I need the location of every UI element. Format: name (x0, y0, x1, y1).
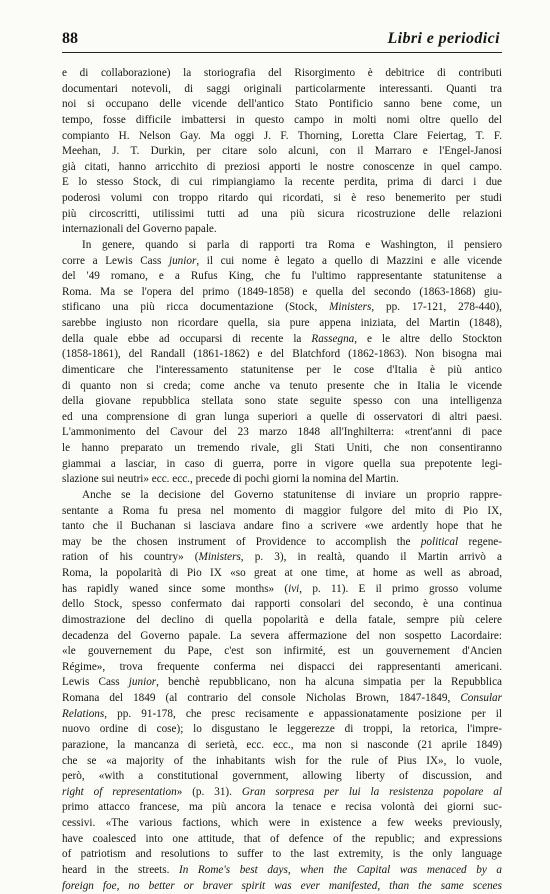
text-line (62, 660, 502, 676)
text-line (62, 879, 502, 894)
text-line (62, 269, 502, 285)
running-title: Libri e periodici (387, 30, 500, 48)
text-run: heard in the streets. (62, 864, 179, 876)
text-line (62, 675, 502, 691)
italic-run: junior (129, 676, 156, 688)
text-run: may be the chosen instrument of Providence to accomplish the (62, 536, 421, 548)
text-line (62, 191, 502, 207)
text-line (62, 394, 502, 410)
body-text (62, 66, 502, 894)
text-line (62, 519, 502, 535)
italic-run: Relations (62, 708, 104, 720)
text-line (62, 82, 502, 98)
text-run: (1858-1861), del Randall (1861-1862) e del Blatchford (1862-1863). Non bisogna mai (62, 348, 502, 360)
text-run: slazione sui neutri» ecc. ecc., precede di pochi giorni la nomina del Martin. (62, 473, 399, 485)
text-run: Anche se la decisione del Governo statunitense di inviare un proprio rappre- (82, 489, 502, 501)
text-run: che se «a majority of the inhabitants wish for the rule of Pius IX», lo vuole, (62, 755, 502, 767)
italic-run: Consular (460, 692, 502, 704)
text-line (62, 144, 502, 160)
text-line (62, 629, 502, 645)
text-line (62, 441, 502, 457)
text-line (62, 816, 502, 832)
italic-run: In Rome's best days, when the Capital was menaced by a (179, 864, 502, 876)
text-run: tanto che il Buchanan si lasciava andare fino a scrivere «we ardently hope that he (62, 520, 502, 532)
header-rule (62, 52, 502, 53)
text-run: di quanto non si creda; come anche va tenuto presente che in Italia le vicende (62, 380, 502, 392)
text-run: In genere, quando si parla di rapporti tra Roma e Washington, il pensiero (82, 239, 502, 251)
text-line (62, 160, 502, 176)
text-run: stificano una più ricca documentazione (Stock, (62, 301, 329, 313)
text-run: Romana del 1849 (al contrario del console Nicholas Brown, 1847-1849, (62, 692, 460, 704)
text-line (62, 785, 502, 801)
text-run: ed una comprensione di gran lunga superiori a quelle di osservatori di altri paesi. (62, 411, 502, 423)
italic-run: junior (169, 255, 196, 267)
text-line (62, 582, 502, 598)
text-run: , e le altre dello Stockton (354, 333, 502, 345)
text-run: compianto H. Nelson Gay. Ma oggi J. F. Thorning, Loretta Clare Feiertag, T. F. (62, 130, 502, 142)
text-run: Lewis Cass (62, 676, 129, 688)
text-run: corre a Lewis Cass (62, 255, 169, 267)
text-line (62, 597, 502, 613)
text-run: cessivi. «The various factions, which were in existence a few weeks previously, (62, 817, 502, 829)
text-run: sarebbe ingiusto non ricordare quella, sia pure appena iniziata, del Martin (1848), (62, 317, 502, 329)
italic-run: right of representation (62, 786, 177, 798)
text-run: e di collaborazione) la storiografia del Risorgimento è debitrice di contributi (62, 67, 502, 79)
text-line (62, 66, 502, 82)
text-run: Roma, la popolarità di Pio IX «so great at one time, at home as well as abroad, (62, 567, 502, 579)
text-run: decadenza del Governo papale. La severa affermazione del non sospetto Lacordaire: (62, 630, 502, 642)
italic-run: political (421, 536, 458, 548)
text-line (62, 472, 502, 488)
text-run: , p. 3), in realtà, quando il Martin arrivò a (241, 551, 502, 563)
text-run: has rapidly waned since some months» ( (62, 583, 288, 595)
text-line (62, 285, 502, 301)
text-line (62, 238, 502, 254)
text-run: , benchè repubblicano, non ha alcuna simpatia per la Repubblica (156, 676, 502, 688)
text-line (62, 691, 502, 707)
italic-run: foreign foe, no better or braver spirit was ever manifested, than the same scenes (62, 880, 502, 892)
text-run: ration of his country» ( (62, 551, 199, 563)
text-run: poderosi volumi con troppo ritardo qui ricordati, si è reso benemerito per studi (62, 192, 502, 204)
text-run: però, «with a constitutional government, allowing liberty of discussion, and (62, 770, 502, 782)
text-run: parazione, la mancanza di serietà, ecc. ecc., ma non si nasconde (21 aprile 1849) (62, 739, 502, 751)
text-run: L'ammonimento del Cavour del 23 marzo 1848 all'Inghilterra: «trent'anni di pace (62, 426, 502, 438)
text-line (62, 769, 502, 785)
text-run: le hanno preparato un tremendo rivale, gli Stati Uniti, che non consentiranno (62, 442, 502, 454)
text-run: , il cui nome è legato a quello di Mazzini e alle vicende (196, 255, 502, 267)
text-run: tempo, fosse difficile imbattersi in questo campo in molti nomi oltre quello del (62, 114, 502, 126)
text-run: più circoscritti, utilissimi tutti ad una più sicura ricostruzione delle relazioni (62, 208, 502, 220)
text-line (62, 644, 502, 660)
text-run: giammai a lasciar, in caso di guerra, porre in vigore quella sua prepotente legi- (62, 458, 502, 470)
text-run: della giovane repubblica stellata sono state seguite spesso con una intelligenza (62, 395, 502, 407)
text-line (62, 613, 502, 629)
text-line (62, 722, 502, 738)
text-line (62, 410, 502, 426)
text-line (62, 207, 502, 223)
text-run: della quale ebbe ad occuparsi di recente la (62, 333, 311, 345)
text-line (62, 847, 502, 863)
text-run: , pp. 91-178, che presc recisamente e appassionatamente posizione per il (104, 708, 502, 720)
text-run: Meehan, J. T. Durkin, per citare solo alcuni, con il Marraro e l'Engel-Janosi (62, 145, 502, 157)
text-line (62, 863, 502, 879)
italic-run: Ministers (199, 551, 241, 563)
text-run: regene- (458, 536, 502, 548)
text-run: internazionali del Governo papale. (62, 223, 217, 235)
text-line (62, 425, 502, 441)
text-line (62, 222, 502, 238)
text-run: dimenticare che l'interessamento statunitense per le cose d'Italia è più antico (62, 364, 502, 376)
italic-run: Ministers (329, 301, 371, 313)
text-run: già citati, hanno arricchito di preziosi apporti le nostre conoscenze in quel campo. (62, 161, 502, 173)
text-line (62, 566, 502, 582)
text-run: , pp. 17-121, 278-440), (371, 301, 502, 313)
text-line (62, 707, 502, 723)
text-line (62, 457, 502, 473)
text-run: primo attacco francese, ma più ancora la tenace e recisa volontà dei giorni suc- (62, 801, 502, 813)
text-run: of patriotism and resolutions to suffer to the last extremity, is the only language (62, 848, 502, 860)
text-line (62, 332, 502, 348)
text-run: Roma. Ma se l'opera del primo (1849-1858) e quella del secondo (1863-1868) giu- (62, 286, 502, 298)
text-line (62, 254, 502, 270)
text-run: dello Stock, spesso confermato dai rapporti consolari del secondo, è una continua (62, 598, 502, 610)
italic-run: Gran sorpresa per lui la resistenza popolare al (242, 786, 502, 798)
text-run: noi si occupano delle vicende dell'antico Stato Pontificio sanno bene come, un (62, 98, 502, 110)
page-number: 88 (62, 30, 78, 48)
text-line (62, 550, 502, 566)
text-line (62, 175, 502, 191)
text-line (62, 97, 502, 113)
text-line (62, 129, 502, 145)
text-line (62, 488, 502, 504)
text-line (62, 113, 502, 129)
italic-run: ivi (288, 583, 299, 595)
text-run: » (p. 31). (177, 786, 242, 798)
page-header (62, 30, 502, 56)
text-run: del '49 romano, e a Rufus King, che fu l'ultimo rappresentante statunitense a (62, 270, 502, 282)
text-line (62, 363, 502, 379)
text-run: nuovo ordine di cose); lo disgustano le leggerezze di troppi, la retorica, l'impre- (62, 723, 502, 735)
text-line (62, 738, 502, 754)
text-run: , p. 11). E il primo grosso volume (299, 583, 502, 595)
text-line (62, 300, 502, 316)
text-line (62, 754, 502, 770)
text-line (62, 504, 502, 520)
text-line (62, 347, 502, 363)
text-line (62, 379, 502, 395)
italic-run: Rassegna (311, 333, 354, 345)
text-line (62, 800, 502, 816)
text-run: E lo stesso Stock, di cui rimpiangiamo la recente perdita, prima di darci i due (62, 176, 502, 188)
text-run: dimostrazione del declino di quella popolarità e della fatale, sempre più celere (62, 614, 502, 626)
text-line (62, 832, 502, 848)
text-run: have coalesced into one attitude, that of defence of the republic; and expressions (62, 833, 502, 845)
text-line (62, 535, 502, 551)
text-run: «le gouvernement du Pape, c'est son infirmité, est un gouvernement d'Ancien (62, 645, 502, 657)
text-run: Régime», trova frequente conferma nei dispacci dei rappresentanti americani. (62, 661, 502, 673)
text-line (62, 316, 502, 332)
text-run: sentante a Roma fu presa nel momento di maggior fulgore del mito di Pio IX, (62, 505, 502, 517)
text-run: documentari notevoli, di saggi originali particolarmente interessanti. Quanti tra (62, 83, 502, 95)
